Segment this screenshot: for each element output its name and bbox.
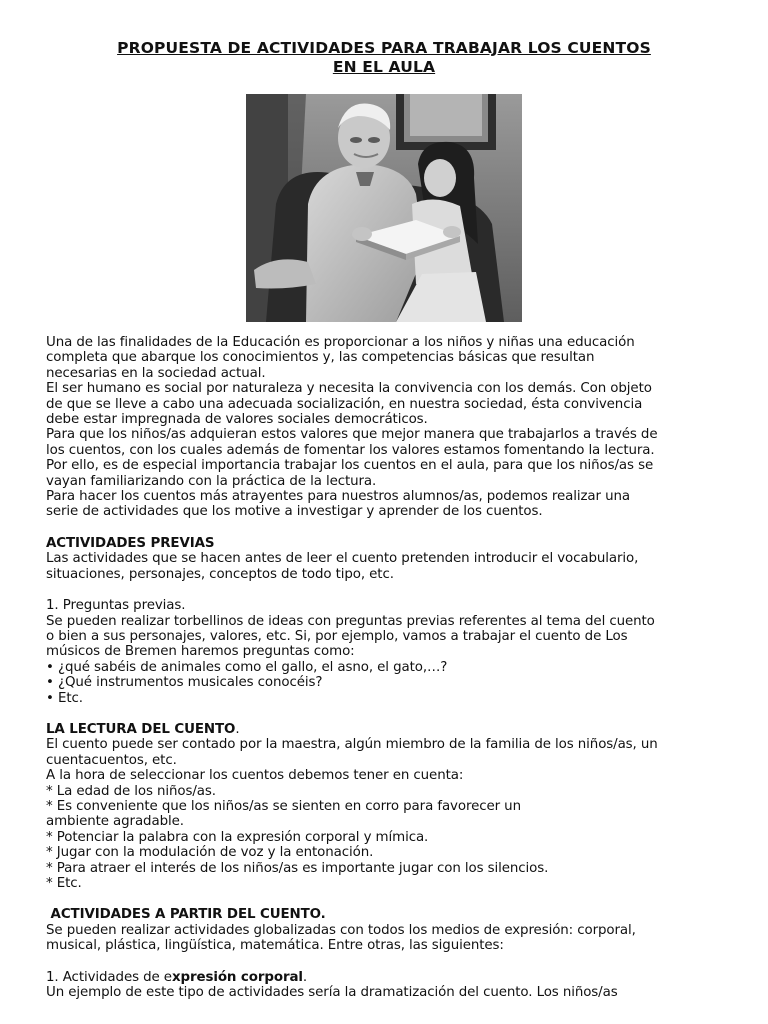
lectura-line: ambiente agradable.: [46, 814, 184, 830]
lectura-bullet: * Es conveniente que los niños/as se sienten en corro para favorecer un: [46, 798, 521, 814]
section-heading-previas: ACTIVIDADES PREVIAS: [46, 535, 215, 551]
lectura-bullet: * Para atraer el interés de los niños/as es importante jugar con los silencios.: [46, 860, 549, 876]
previas-bullet: • ¿Qué instrumentos musicales conocéis?: [46, 675, 323, 691]
intro-line: El ser humano es social por naturaleza y necesita la convivencia con los demás. Con objeto: [46, 381, 652, 397]
previas-sub-line: Se pueden realizar torbellinos de ideas con preguntas previas referentes al tema del cuento: [46, 613, 655, 629]
lectura-line: A la hora de seleccionar los cuentos debemos tener en cuenta:: [46, 768, 464, 784]
lectura-bullet: * La edad de los niños/as.: [46, 783, 216, 799]
section-heading-partir: ACTIVIDADES A PARTIR DEL CUENTO.: [46, 907, 326, 923]
intro-line: vayan familiarizando con la práctica de la lectura.: [46, 473, 377, 489]
previas-line: Las actividades que se hacen antes de leer el cuento pretenden introducir el vocabulario,: [46, 551, 639, 567]
intro-line: Para hacer los cuentos más atrayentes para nuestros alumnos/as, podemos realizar una: [46, 489, 630, 505]
document-title: [0, 39, 768, 77]
partir-subtitle-bold: xpresión corporal: [171, 969, 303, 985]
partir-subtitle-suffix: .: [302, 969, 308, 985]
previas-bullet: • ¿qué sabéis de animales como el gallo, el asno, el gato,…?: [46, 659, 448, 675]
intro-line: debe estar impregnada de valores sociales democráticos.: [46, 412, 428, 428]
partir-line: musical, plástica, lingüística, matemática. Entre otras, las siguientes:: [46, 938, 504, 954]
partir-subtitle-prefix: 1. Actividades de e: [46, 969, 172, 985]
lectura-line: El cuento puede ser contado por la maestra, algún miembro de la familia de los niños/as, un: [46, 737, 658, 753]
lectura-bullet: * Etc.: [46, 876, 82, 891]
partir-line: Se pueden realizar actividades globalizadas con todos los medios de expresión: corporal,: [46, 922, 636, 938]
intro-line: Para que los niños/as adquieran estos valores que mejor manera que trabajarlos a través de: [46, 427, 658, 443]
title-line-1: PROPUESTA DE ACTIVIDADES PARA TRABAJAR LOS CUENTOS: [117, 39, 651, 57]
previas-subtitle: 1. Preguntas previas.: [46, 598, 186, 614]
section-gap: [46, 891, 726, 907]
lectura-heading-text: LA LECTURA DEL CUENTO: [46, 721, 236, 737]
lectura-bullet: * Jugar con la modulación de voz y la entonación.: [46, 845, 374, 861]
section-gap: [46, 706, 726, 722]
lectura-line: cuentacuentos, etc.: [46, 752, 177, 768]
intro-line: serie de actividades que los motive a investigar y aprender de los cuentos.: [46, 504, 543, 520]
partir-subtitle: [46, 970, 726, 985]
section-gap: [46, 954, 726, 970]
intro-line: necesarias en la sociedad actual.: [46, 365, 266, 381]
intro-line: de que se lleve a cabo una adecuada socialización, en nuestra sociedad, ésta convivencia: [46, 396, 643, 412]
intro-line: los cuentos, con los cuales además de fomentar los valores estamos fomentando la lectura.: [46, 442, 655, 458]
previas-bullet: • Etc.: [46, 690, 83, 706]
previas-sub-line: o bien a sus personajes, valores, etc. Si, por ejemplo, vamos a trabajar el cuento de Los: [46, 628, 628, 644]
intro-line: completa que abarque los conocimientos y, las competencias básicas que resultan: [46, 350, 595, 366]
title-line-2: EN EL AULA: [332, 58, 436, 76]
previas-line: situaciones, personajes, conceptos de todo tipo, etc.: [46, 566, 394, 582]
partir-last-line: Un ejemplo de este tipo de actividades sería la dramatización del cuento. Los niños/as: [46, 985, 618, 1001]
lectura-heading-period: .: [235, 721, 240, 737]
intro-line: Por ello, es de especial importancia trabajar los cuentos en el aula, para que los niños/as se: [46, 458, 654, 474]
grandfather-reading-to-girl-photo: [246, 94, 522, 322]
section-heading-lectura: [46, 722, 726, 737]
section-gap: [46, 520, 726, 536]
document-body: [46, 335, 726, 1000]
previas-sub-line: músicos de Bremen haremos preguntas como:: [46, 644, 355, 660]
lectura-bullet: * Potenciar la palabra con la expresión corporal y mímica.: [46, 829, 429, 845]
intro-line: Una de las finalidades de la Educación es proporcionar a los niños y niñas una educación: [46, 335, 635, 350]
photo-illustration: [246, 94, 522, 322]
section-gap: [46, 582, 726, 598]
